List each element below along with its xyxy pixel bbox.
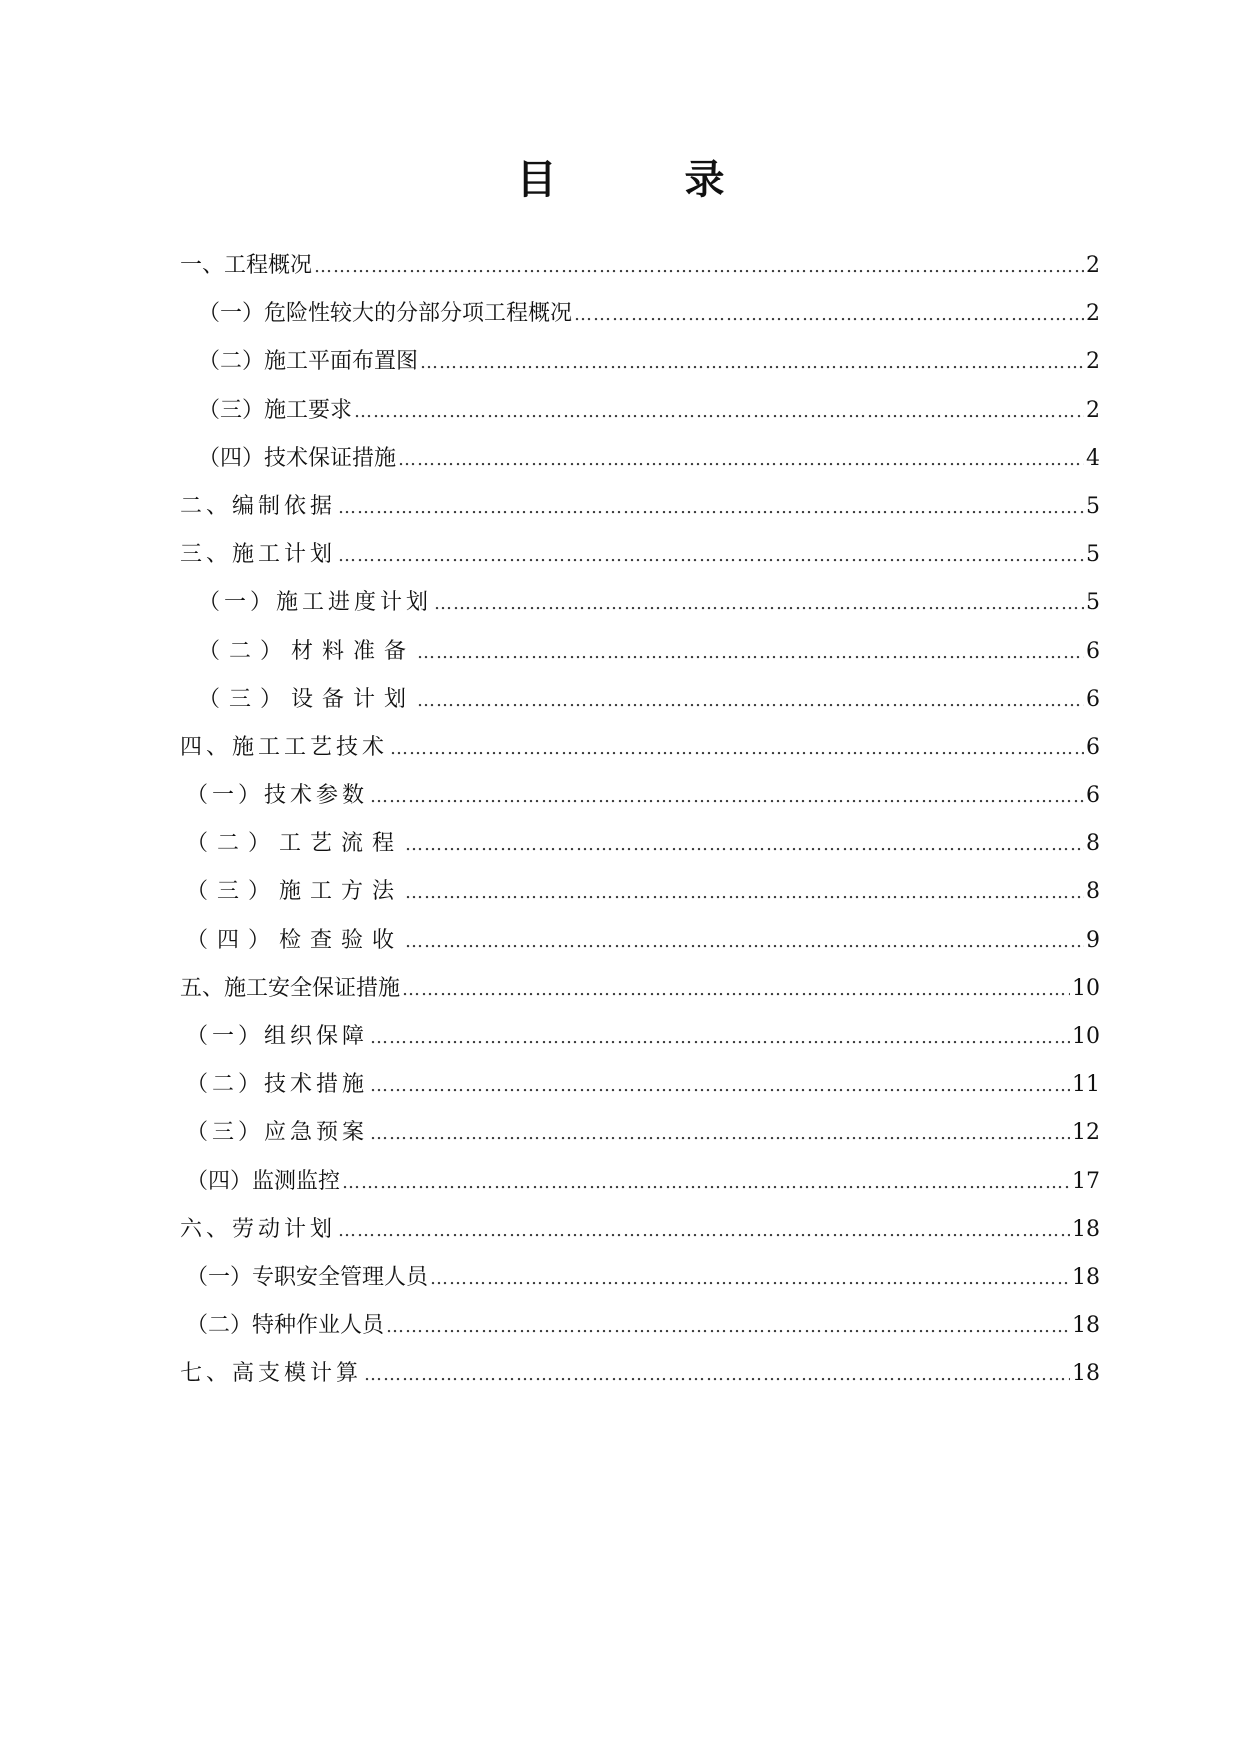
toc-entry[interactable] (180, 587, 1100, 635)
toc-entry[interactable] (180, 780, 1100, 828)
toc-entry-text: 三、施工计划 (180, 542, 337, 568)
toc-entry[interactable] (180, 1358, 1100, 1406)
dot-leader (338, 1215, 1070, 1247)
toc-entry[interactable] (180, 346, 1100, 394)
toc-entry-text: 六、劳动计划 (180, 1216, 337, 1242)
dot-leader (398, 444, 1084, 476)
toc-entry[interactable] (180, 298, 1100, 346)
toc-entry-text: （二）技术措施 (186, 1072, 369, 1098)
toc-entry-text: （一）技术参数 (186, 783, 369, 809)
toc-entry[interactable] (180, 636, 1100, 684)
toc-entry[interactable] (180, 1117, 1100, 1165)
toc-entry-text: （四）技术保证措施 (198, 445, 397, 471)
toc-entry-text: （二）材料准备 (198, 638, 416, 664)
toc-entry[interactable] (180, 1166, 1100, 1214)
dot-leader (405, 877, 1084, 909)
toc-page-number: 18 (1072, 1313, 1100, 1339)
dot-leader (370, 1070, 1070, 1102)
toc-entry-text: 五、施工安全保证措施 (180, 975, 401, 1001)
toc-entry-text: （一）危险性较大的分部分项工程概况 (198, 301, 573, 327)
toc-entry-text: （三）施工方法 (186, 879, 404, 905)
dot-leader (370, 1022, 1070, 1054)
toc-page-number: 9 (1086, 927, 1100, 953)
toc-page-number: 18 (1072, 1361, 1100, 1387)
toc-page-number: 5 (1086, 590, 1100, 616)
toc-entry[interactable] (180, 1214, 1100, 1262)
toc-entry-text: 七、高支模计算 (180, 1361, 363, 1387)
dot-leader (434, 588, 1084, 620)
toc-entry[interactable] (180, 491, 1100, 539)
toc-page-number: 11 (1072, 1072, 1100, 1098)
dot-leader (342, 1167, 1070, 1199)
toc-entry-text: 一、工程概况 (180, 253, 313, 278)
toc-entry[interactable] (180, 973, 1100, 1021)
dot-leader (338, 492, 1084, 524)
dot-leader (417, 685, 1084, 717)
toc-entry-text: （二）施工平面布置图 (198, 349, 419, 375)
toc-page-number: 8 (1086, 831, 1100, 857)
toc-entry[interactable] (180, 732, 1100, 780)
toc-entry[interactable] (180, 876, 1100, 924)
toc-entry-text: （二）特种作业人员 (186, 1313, 385, 1339)
dot-leader (420, 347, 1084, 379)
toc-page-number: 2 (1086, 253, 1100, 278)
dot-leader (574, 299, 1084, 331)
dot-leader (405, 829, 1084, 861)
toc-entry-text: （四）监测监控 (186, 1168, 341, 1194)
toc-entry-text: （二）工艺流程 (186, 831, 404, 857)
toc-page-number: 2 (1086, 397, 1100, 423)
toc-entry[interactable] (180, 395, 1100, 443)
toc-page-number: 5 (1086, 493, 1100, 519)
toc-entry-text: （四）检查验收 (186, 927, 404, 953)
dot-leader (390, 733, 1084, 765)
toc-list (180, 250, 1100, 1407)
dot-leader (370, 781, 1084, 813)
dot-leader (338, 540, 1084, 572)
toc-page-number: 2 (1086, 301, 1100, 327)
dot-leader (354, 396, 1084, 428)
toc-page-number: 12 (1072, 1120, 1100, 1146)
toc-entry[interactable] (180, 443, 1100, 491)
toc-entry-text: （三）应急预案 (186, 1120, 369, 1146)
toc-entry-text: 二、编制依据 (180, 493, 337, 519)
dot-leader (402, 974, 1070, 1006)
toc-page-number: 6 (1086, 783, 1100, 809)
toc-page-number: 6 (1086, 638, 1100, 664)
toc-page-number: 18 (1072, 1216, 1100, 1242)
dot-leader (370, 1118, 1070, 1150)
toc-page-number: 5 (1086, 542, 1100, 568)
dot-leader (417, 637, 1084, 669)
dot-leader (430, 1263, 1070, 1295)
toc-page-number: 4 (1086, 445, 1100, 471)
toc-page-number: 17 (1072, 1168, 1100, 1194)
dot-leader (386, 1311, 1070, 1343)
toc-title: 目 录 (516, 157, 769, 203)
toc-entry[interactable] (180, 1262, 1100, 1310)
toc-page-number: 6 (1086, 734, 1100, 760)
toc-page-number: 6 (1086, 686, 1100, 712)
toc-entry[interactable] (180, 828, 1100, 876)
toc-page-number: 18 (1072, 1264, 1100, 1290)
toc-entry-text: （一）组织保障 (186, 1024, 369, 1049)
toc-entry[interactable] (180, 1021, 1100, 1069)
toc-entry-text: （三）设备计划 (198, 686, 416, 712)
toc-entry-text: 四、施工工艺技术 (180, 734, 389, 760)
toc-entry[interactable] (180, 539, 1100, 587)
toc-entry[interactable] (180, 684, 1100, 732)
dot-leader (314, 251, 1084, 283)
toc-entry[interactable] (180, 250, 1100, 298)
dot-leader (405, 926, 1084, 958)
toc-page-number: 10 (1072, 1024, 1100, 1049)
toc-entry-text: （三）施工要求 (198, 397, 353, 423)
toc-page-number: 8 (1086, 879, 1100, 905)
toc-entry-text: （一）专职安全管理人员 (186, 1264, 429, 1290)
toc-page-number: 2 (1086, 349, 1100, 375)
toc-entry[interactable] (180, 1310, 1100, 1358)
toc-entry[interactable] (180, 1069, 1100, 1117)
toc-entry[interactable] (180, 925, 1100, 973)
toc-entry-text: （一）施工进度计划 (198, 590, 433, 616)
dot-leader (364, 1359, 1070, 1391)
toc-page-number: 10 (1072, 975, 1100, 1001)
